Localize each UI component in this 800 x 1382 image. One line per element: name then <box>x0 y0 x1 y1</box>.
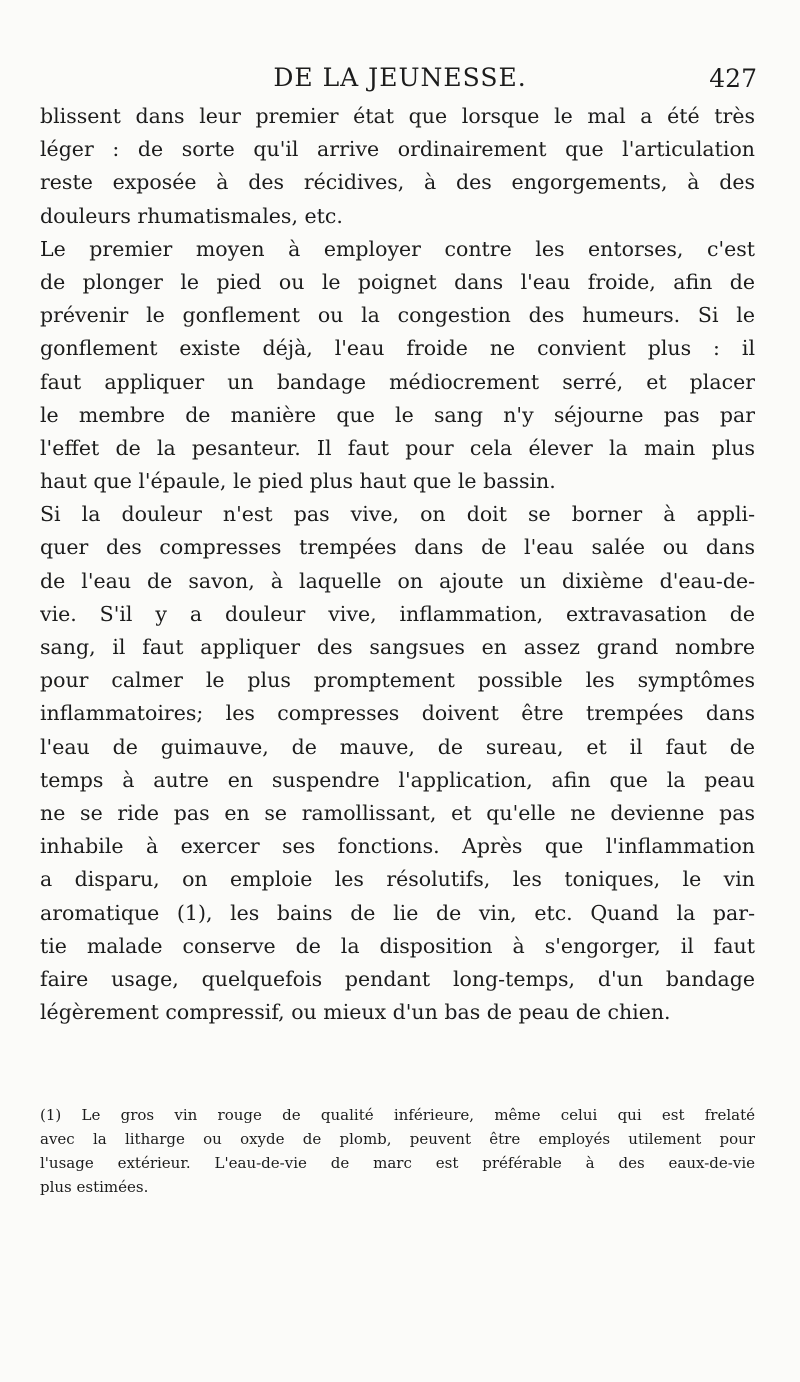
text-line: ne se ride pas en se ramollissant, et qu'elle ne devienne pas <box>40 800 755 825</box>
footnote-line: plus estimées. <box>40 1178 149 1196</box>
text-line: blissent dans leur premier état que lorsque le mal a été très <box>40 104 755 128</box>
text-line: reste exposée à des récidives, à des engorgements, à des <box>40 170 755 195</box>
text-line: gonflement existe déjà, l'eau froide ne convient plus : il <box>40 336 755 361</box>
text-line: inhabile à exercer ses fonctions. Après que l'inflammation <box>40 834 755 859</box>
text-line: douleurs rhumatismales, etc. <box>40 203 343 228</box>
page-header-title: DE LA JEUNESSE. <box>273 63 527 92</box>
text-line: a disparu, on emploie les résolutifs, les toniques, le vin <box>40 867 755 892</box>
text-line: Le premier moyen à employer contre les entorses, c'est <box>40 236 755 261</box>
text-line: temps à autre en suspendre l'application, afin que la peau <box>40 767 755 792</box>
footnote-line: avec la litharge ou oxyde de plomb, peuvent être employés utilement pour <box>40 1130 755 1148</box>
running-head <box>40 63 760 97</box>
text-line: vie. S'il y a douleur vive, inflammation, extravasation de <box>40 601 755 626</box>
text-line: Si la douleur n'est pas vive, on doit se borner à appli- <box>40 502 755 527</box>
text-line: inflammatoires; les compresses doivent être trempées dans <box>40 701 755 726</box>
text-line: de plonger le pied ou le poignet dans l'eau froide, afin de <box>40 269 755 294</box>
text-line: faire usage, quelquefois pendant long-temps, d'un bandage <box>40 966 755 991</box>
text-line: léger : de sorte qu'il arrive ordinairement que l'articulation <box>40 137 755 162</box>
footnote <box>40 1103 755 1199</box>
text-line: sang, il faut appliquer des sangsues en assez grand nombre <box>40 635 755 659</box>
text-line: tie malade conserve de la disposition à s'engorger, il faut <box>40 933 755 958</box>
footnote-line: l'usage extérieur. L'eau-de-vie de marc est préférable à des eaux-de-vie <box>40 1154 755 1172</box>
main-text <box>40 100 755 1029</box>
text-line: quer des compresses trempées dans de l'eau salée ou dans <box>40 535 755 560</box>
text-line: faut appliquer un bandage médiocrement serré, et placer <box>40 369 755 394</box>
text-line: le membre de manière que le sang n'y séjourne pas par <box>40 402 755 427</box>
text-line: de l'eau de savon, à laquelle on ajoute un dixième d'eau-de- <box>40 568 755 593</box>
footnote-line: (1) Le gros vin rouge de qualité inférieure, même celui qui est frelaté <box>40 1106 755 1124</box>
text-line: légèrement compressif, ou mieux d'un bas de peau de chien. <box>40 1000 671 1025</box>
text-line: l'eau de guimauve, de mauve, de sureau, et il faut de <box>40 734 755 759</box>
text-line: l'effet de la pesanteur. Il faut pour cela élever la main plus <box>40 435 755 460</box>
page-number: 427 <box>709 64 757 93</box>
text-line: aromatique (1), les bains de lie de vin, etc. Quand la par- <box>40 900 755 925</box>
text-line: prévenir le gonflement ou la congestion des humeurs. Si le <box>40 303 755 328</box>
text-line: haut que l'épaule, le pied plus haut que le bassin. <box>40 469 556 494</box>
text-line: pour calmer le plus promptement possible les symptômes <box>40 668 755 693</box>
